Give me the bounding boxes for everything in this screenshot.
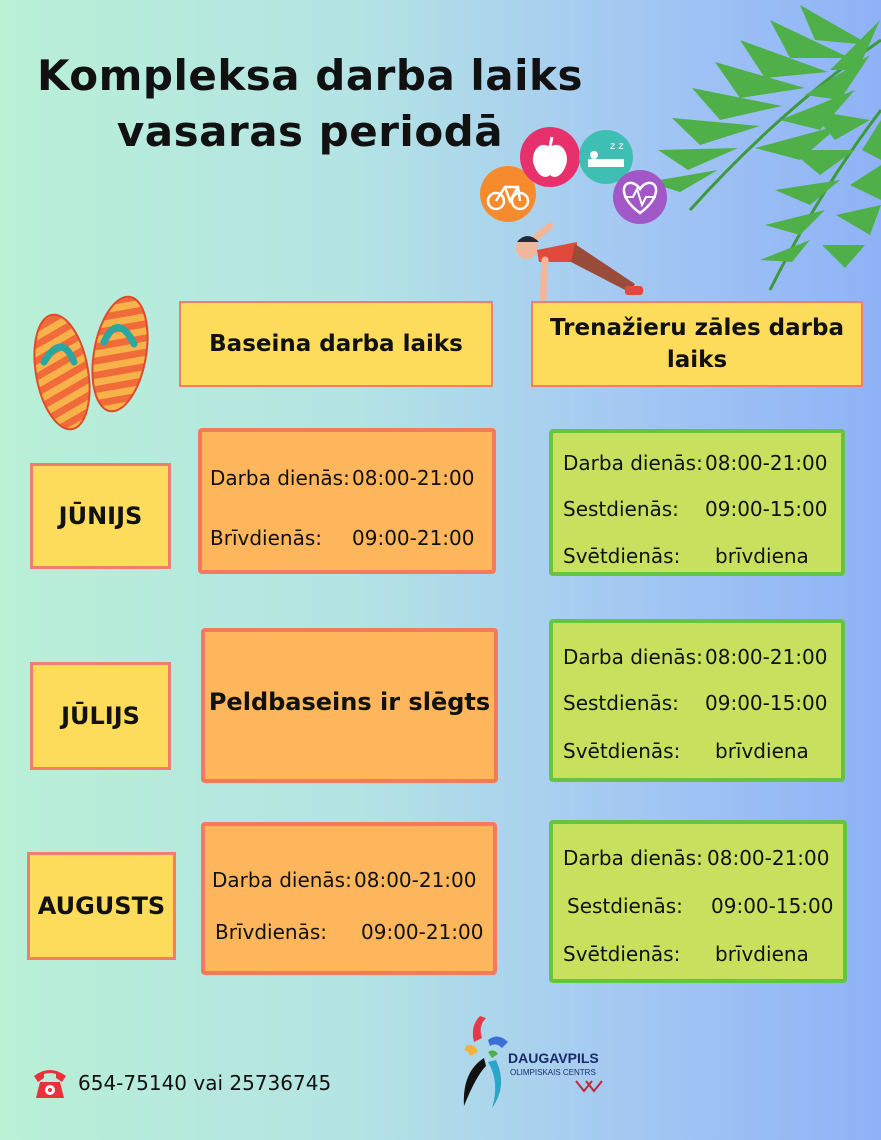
pool-schedule-august bbox=[201, 822, 497, 975]
health-icons bbox=[478, 125, 673, 225]
exercise-figure-icon bbox=[505, 220, 655, 302]
schedule-value: 08:00-21:00 bbox=[705, 645, 828, 669]
month-label-june: JŪNIJS bbox=[30, 463, 171, 569]
schedule-value: 09:00-15:00 bbox=[711, 894, 834, 918]
schedule-label: Darba dienās: bbox=[563, 451, 703, 475]
logo-name: DAUGAVPILS bbox=[508, 1050, 599, 1066]
schedule-label: Brīvdienās: bbox=[210, 526, 322, 550]
schedule-label: Sestdienās: bbox=[563, 691, 679, 715]
schedule-value: 08:00-21:00 bbox=[705, 451, 828, 475]
schedule-value: brīvdiena bbox=[715, 942, 809, 966]
schedule-label: Darba dienās: bbox=[212, 868, 352, 892]
gym-schedule-june bbox=[549, 429, 845, 576]
schedule-label: Svētdienās: bbox=[563, 942, 681, 966]
phone-icon bbox=[30, 1062, 70, 1102]
schedule-label: Sestdienās: bbox=[567, 894, 683, 918]
pool-header: Baseina darba laiks bbox=[179, 301, 493, 387]
schedule-label: Svētdienās: bbox=[563, 739, 681, 763]
schedule-label: Darba dienās: bbox=[210, 466, 350, 490]
schedule-label: Brīvdienās: bbox=[215, 920, 327, 944]
schedule-value: brīvdiena bbox=[715, 739, 809, 763]
heart-rate-icon bbox=[613, 170, 667, 224]
olympic-centre-logo-icon bbox=[458, 1012, 514, 1110]
pool-schedule-july bbox=[201, 628, 498, 783]
month-label-august: AUGUSTS bbox=[27, 852, 176, 960]
schedule-value: 09:00-21:00 bbox=[361, 920, 484, 944]
gym-header: Trenažieru zāles darba laiks bbox=[531, 301, 863, 387]
svg-text:z z: z z bbox=[610, 141, 624, 152]
schedule-value: 09:00-15:00 bbox=[705, 497, 828, 521]
schedule-label: Sestdienās: bbox=[563, 497, 679, 521]
month-label-july: JŪLIJS bbox=[30, 662, 171, 770]
schedule-value: brīvdiena bbox=[715, 544, 809, 568]
schedule-label: Svētdienās: bbox=[563, 544, 681, 568]
contact-phone[interactable]: 654-75140 vai 25736745 bbox=[78, 1071, 332, 1095]
schedule-value: 08:00-21:00 bbox=[352, 466, 475, 490]
gym-schedule-august bbox=[549, 820, 847, 983]
logo-emblem-icon bbox=[574, 1079, 604, 1093]
page-title: Kompleksa darba laiks vasaras periodā bbox=[37, 51, 583, 156]
schedule-value: 09:00-15:00 bbox=[705, 691, 828, 715]
apple-icon bbox=[520, 127, 580, 187]
pool-closed-notice: Peldbaseins ir slēgts bbox=[208, 688, 491, 716]
schedule-value: 08:00-21:00 bbox=[354, 868, 477, 892]
logo-subtitle: OLIMPISKAIS CENTRS bbox=[510, 1068, 596, 1077]
schedule-label: Darba dienās: bbox=[563, 846, 703, 870]
pool-schedule-june bbox=[198, 428, 496, 574]
schedule-value: 08:00-21:00 bbox=[707, 846, 830, 870]
flip-flops-icon bbox=[22, 292, 157, 434]
schedule-label: Darba dienās: bbox=[563, 645, 703, 669]
schedule-value: 09:00-21:00 bbox=[352, 526, 475, 550]
gym-schedule-july bbox=[549, 619, 845, 782]
